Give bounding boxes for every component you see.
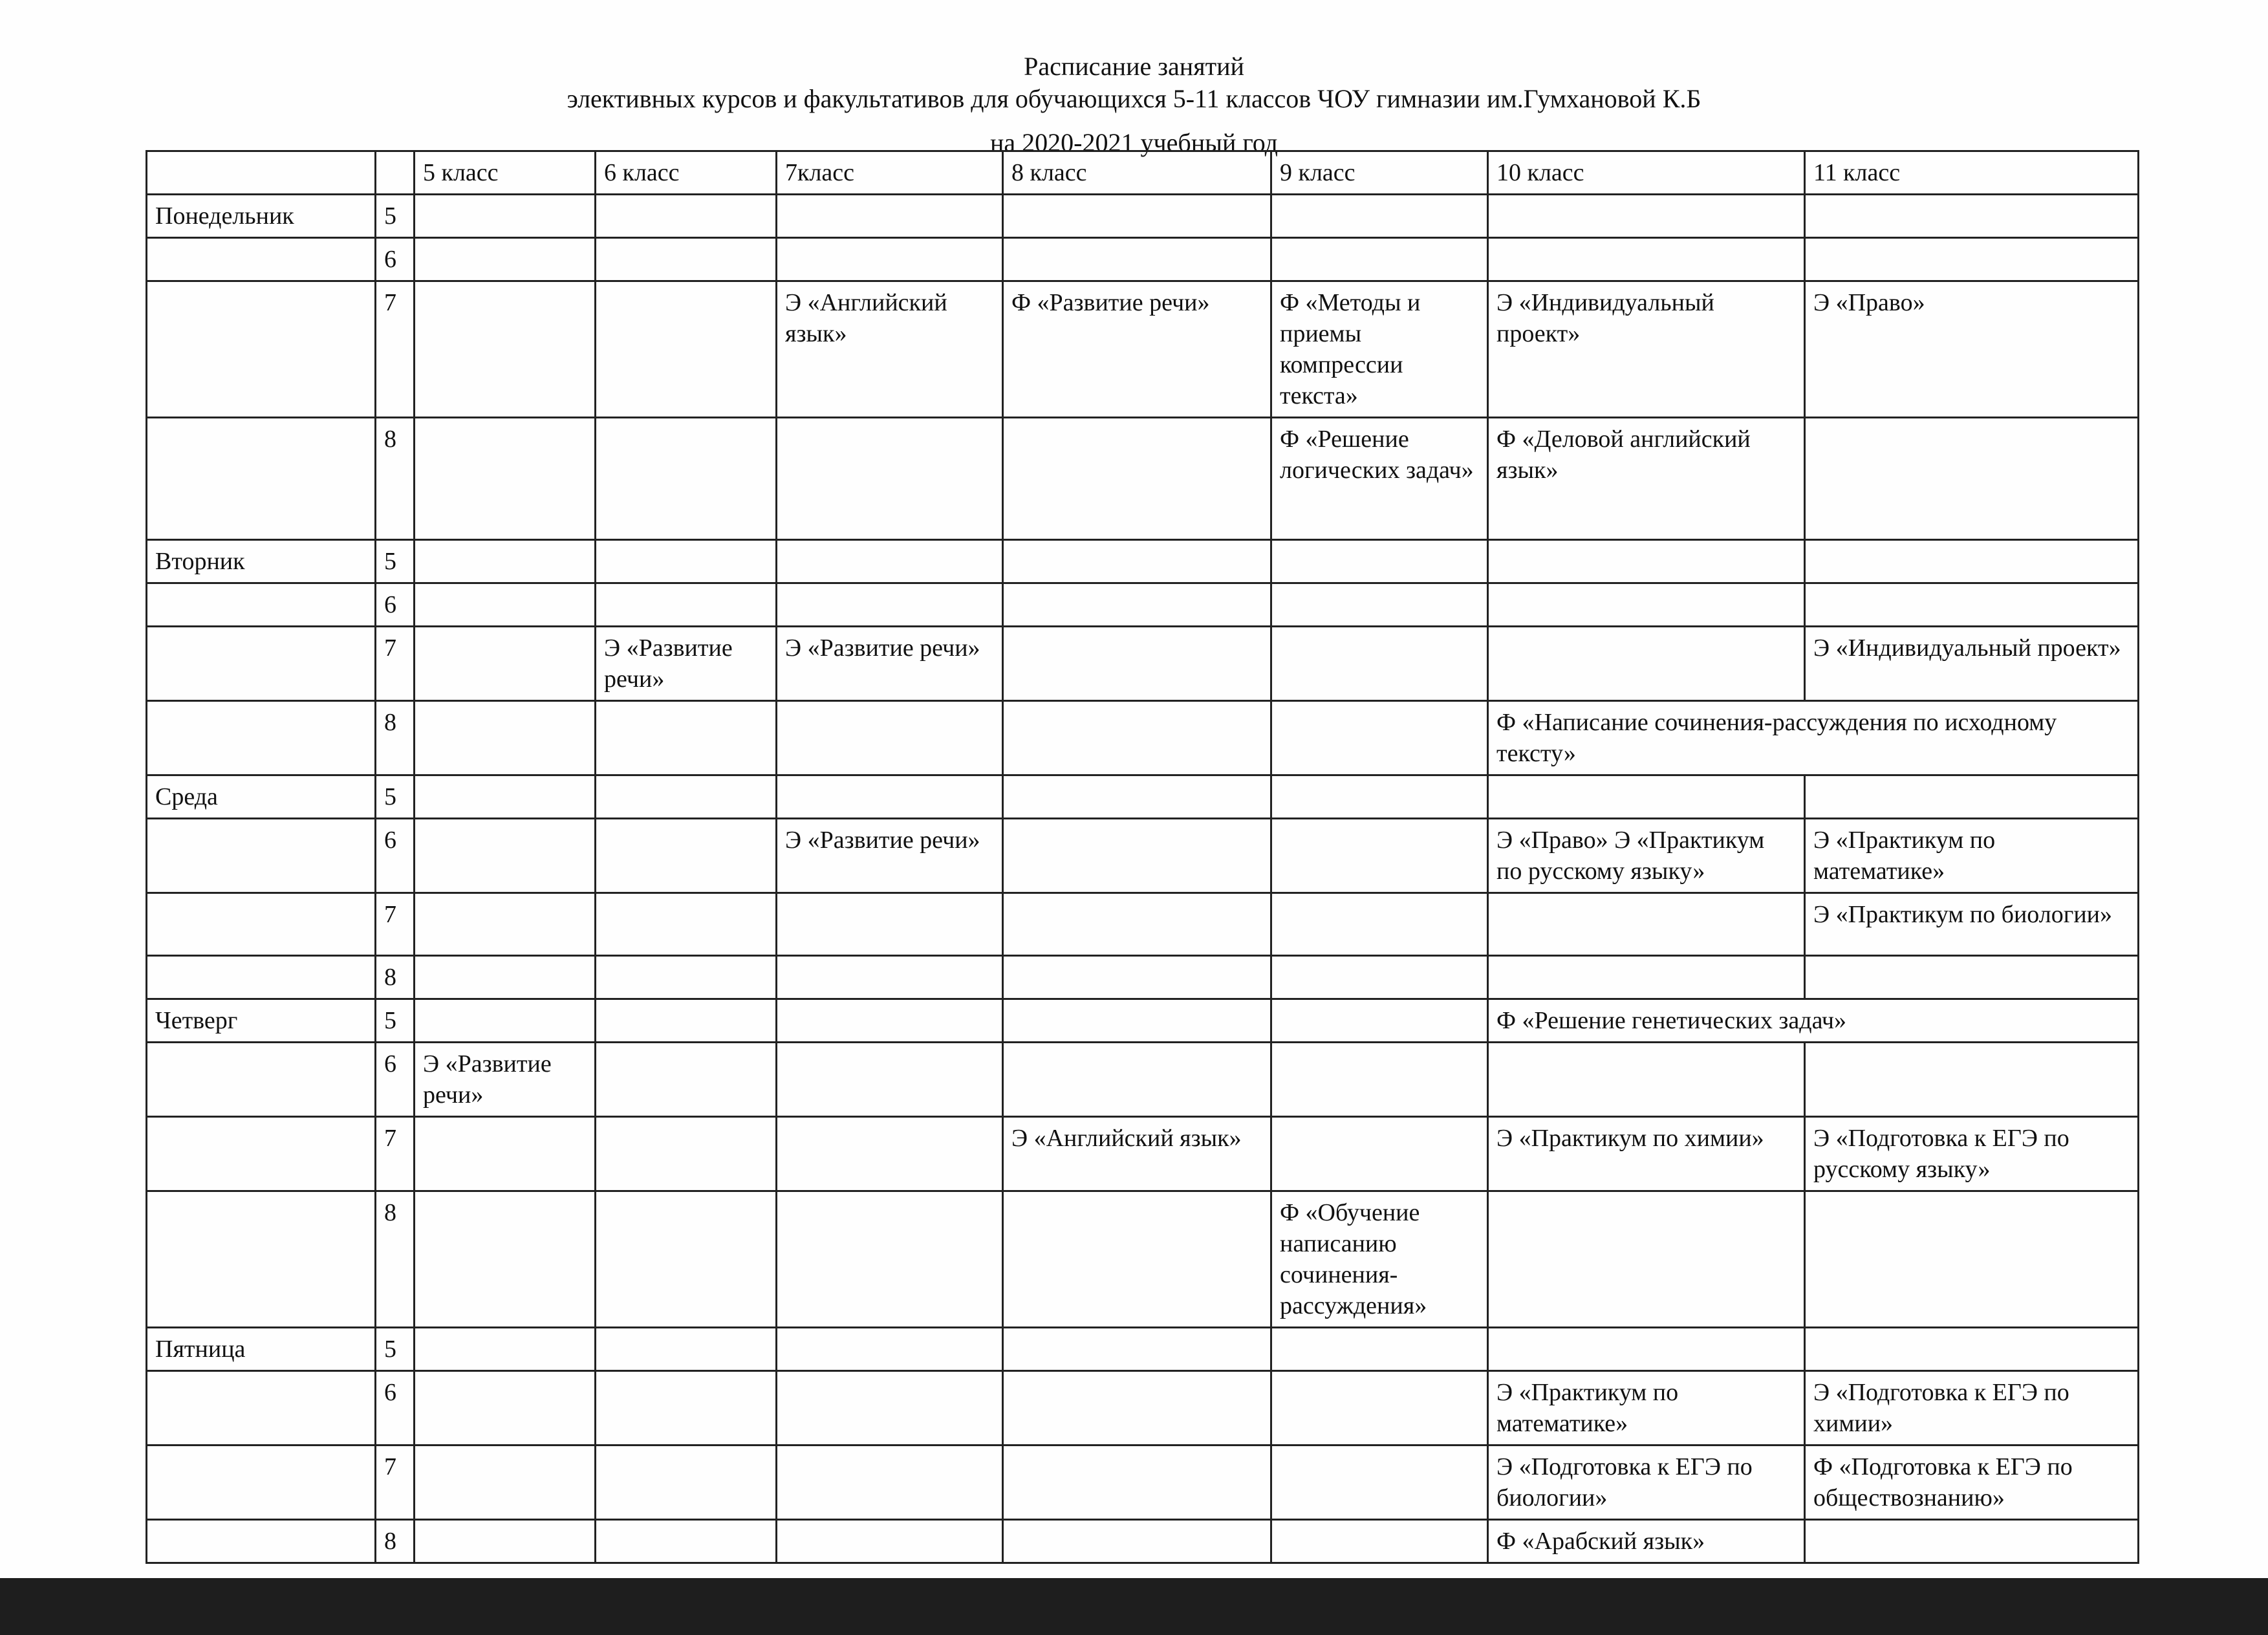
course-cell [1488,1043,1805,1117]
course-cell: Э «Практикум по биологии» [1805,893,2139,956]
lesson-number: 5 [376,540,415,583]
course-cell [415,1117,596,1191]
course-cell [1003,819,1271,893]
lesson-number: 6 [376,1043,415,1117]
course-cell: Э «Подготовка к ЕГЭ по химии» [1805,1371,2139,1446]
lesson-number: 8 [376,418,415,540]
day-cell [147,1520,376,1563]
course-cell: Ф «Развитие речи» [1003,281,1271,418]
course-cell: Ф «Подготовка к ЕГЭ по обществознанию» [1805,1446,2139,1520]
lesson-number: 7 [376,893,415,956]
course-cell [1271,701,1488,775]
course-cell [777,893,1003,956]
course-cell [596,819,777,893]
course-cell [777,999,1003,1043]
course-cell: Э «Английский язык» [777,281,1003,418]
day-cell [147,1043,376,1117]
course-cell [777,775,1003,819]
course-cell [415,775,596,819]
course-cell [1003,418,1271,540]
course-cell [415,956,596,999]
course-cell [1488,540,1805,583]
lesson-number: 6 [376,238,415,281]
course-cell: Э «Практикум по математике» [1805,819,2139,893]
course-cell: Э «Подготовка к ЕГЭ по русскому языку» [1805,1117,2139,1191]
course-cell [1003,775,1271,819]
course-cell [1003,195,1271,238]
course-cell [1805,775,2139,819]
course-cell: Э «Развитие речи» [777,627,1003,701]
course-cell [596,238,777,281]
course-cell [1805,540,2139,583]
lesson-number: 7 [376,1117,415,1191]
course-cell [596,1117,777,1191]
lesson-number: 7 [376,281,415,418]
course-cell [1003,583,1271,627]
course-cell: Ф «Обучение написанию сочинения-рассуждения» [1271,1191,1488,1328]
header-row [147,151,2139,195]
course-cell [415,819,596,893]
course-cell: Э «Подготовка к ЕГЭ по биологии» [1488,1446,1805,1520]
day-cell [147,1117,376,1191]
course-cell [596,1328,777,1371]
lesson-number: 8 [376,956,415,999]
course-cell [596,1191,777,1328]
schedule-row [147,1191,2139,1328]
lesson-number: 8 [376,1520,415,1563]
day-name: Среда [147,775,376,819]
course-cell [1271,956,1488,999]
course-cell [1271,1520,1488,1563]
day-cell [147,893,376,956]
course-cell [1003,238,1271,281]
course-cell [1805,418,2139,540]
day-cell [147,281,376,418]
header-blank-cell [376,151,415,195]
course-cell [1003,540,1271,583]
schedule-row [147,1117,2139,1191]
lesson-number: 6 [376,1371,415,1446]
course-cell [1805,238,2139,281]
course-cell [596,893,777,956]
column-header: 9 класс [1271,151,1488,195]
column-header: 6 класс [596,151,777,195]
day-name: Четверг [147,999,376,1043]
schedule-row [147,999,2139,1043]
course-cell: Э «Развитие речи» [415,1043,596,1117]
course-cell [1271,999,1488,1043]
course-cell [1271,540,1488,583]
schedule-row [147,195,2139,238]
lesson-number: 7 [376,1446,415,1520]
day-cell [147,583,376,627]
course-cell [1003,893,1271,956]
schedule-row [147,701,2139,775]
course-cell [777,1446,1003,1520]
course-cell [1003,701,1271,775]
course-cell [1271,819,1488,893]
schedule-row [147,627,2139,701]
course-cell [596,1371,777,1446]
course-cell [777,956,1003,999]
course-cell [415,1328,596,1371]
lesson-number: 5 [376,999,415,1043]
course-cell [596,281,777,418]
schedule-row [147,583,2139,627]
schedule-row [147,418,2139,540]
course-cell [415,1371,596,1446]
course-cell [596,775,777,819]
course-cell [596,1043,777,1117]
course-cell [415,195,596,238]
course-cell [415,701,596,775]
lesson-number: 5 [376,1328,415,1371]
column-header: 11 класс [1805,151,2139,195]
lesson-number: 6 [376,819,415,893]
course-cell [777,1328,1003,1371]
course-cell [777,540,1003,583]
schedule-row [147,281,2139,418]
course-cell [1488,583,1805,627]
course-cell [1003,1371,1271,1446]
course-cell [1003,627,1271,701]
course-cell [1003,1043,1271,1117]
day-name: Пятница [147,1328,376,1371]
course-cell: Ф «Методы и приемы компрессии текста» [1271,281,1488,418]
schedule-row [147,819,2139,893]
course-cell: Э «Индивидуальный проект» [1805,627,2139,701]
course-cell [596,1446,777,1520]
schedule-row [147,1520,2139,1563]
schedule-row [147,775,2139,819]
scanner-edge [0,1578,2268,1635]
course-cell [1271,627,1488,701]
column-header: 7класс [777,151,1003,195]
course-cell [777,1191,1003,1328]
header-blank-cell [147,151,376,195]
course-cell [596,583,777,627]
schedule-row [147,540,2139,583]
day-cell [147,819,376,893]
day-cell [147,701,376,775]
course-cell [777,418,1003,540]
course-cell: Ф «Написание сочинения-рассуждения по исходному тексту» [1488,701,2139,775]
day-cell [147,1191,376,1328]
course-cell [415,627,596,701]
lesson-number: 8 [376,1191,415,1328]
course-cell [415,893,596,956]
column-header: 10 класс [1488,151,1805,195]
course-cell [1271,583,1488,627]
course-cell [1003,1191,1271,1328]
course-cell [596,999,777,1043]
lesson-number: 6 [376,583,415,627]
course-cell: Э «Индивидуальный проект» [1488,281,1805,418]
course-cell: Ф «Арабский язык» [1488,1520,1805,1563]
course-cell [596,956,777,999]
course-cell [777,195,1003,238]
schedule-row [147,238,2139,281]
schedule-row [147,1371,2139,1446]
academic-year: на 2020-2021 учебный год [990,128,1278,157]
course-cell [596,195,777,238]
course-cell [777,1520,1003,1563]
document-title: Расписание занятий [1024,52,1244,81]
course-cell: Ф «Деловой английский язык» [1488,418,1805,540]
schedule-row [147,1328,2139,1371]
course-cell: Э «Практикум по математике» [1488,1371,1805,1446]
course-cell [415,1446,596,1520]
course-cell [1488,1191,1805,1328]
lesson-number: 7 [376,627,415,701]
course-cell [1003,1520,1271,1563]
course-cell [1488,1328,1805,1371]
course-cell [1805,1191,2139,1328]
course-cell [1271,775,1488,819]
course-cell [1488,238,1805,281]
lesson-number: 8 [376,701,415,775]
course-cell: Э «Право» Э «Практикум по русскому языку» [1488,819,1805,893]
course-cell [1003,1446,1271,1520]
course-cell [1271,238,1488,281]
schedule-row [147,1446,2139,1520]
course-cell [1488,956,1805,999]
course-cell [777,238,1003,281]
course-cell [777,701,1003,775]
course-cell [415,238,596,281]
course-cell [1003,956,1271,999]
course-cell [1271,1446,1488,1520]
course-cell: Э «Право» [1805,281,2139,418]
course-cell [1488,627,1805,701]
course-cell [1003,999,1271,1043]
day-name: Вторник [147,540,376,583]
course-cell: Э «Практикум по химии» [1488,1117,1805,1191]
schedule-row [147,956,2139,999]
course-cell [1271,1328,1488,1371]
course-cell [415,1520,596,1563]
course-cell [1271,1371,1488,1446]
course-cell [1805,583,2139,627]
course-cell [415,418,596,540]
course-cell [1805,1520,2139,1563]
column-header: 8 класс [1003,151,1271,195]
document-subtitle: элективных курсов и факультативов для обучающихся 5-11 классов ЧОУ гимназии им.Гумхановой К.Б [567,84,1701,113]
course-cell: Э «Английский язык» [1003,1117,1271,1191]
course-cell [777,583,1003,627]
day-cell [147,627,376,701]
course-cell [1271,1043,1488,1117]
course-cell [1488,893,1805,956]
course-cell [777,1043,1003,1117]
day-cell [147,418,376,540]
schedule-row [147,893,2139,956]
course-cell [1488,775,1805,819]
course-cell [777,1117,1003,1191]
course-cell [415,999,596,1043]
course-cell [1805,1043,2139,1117]
course-cell [596,418,777,540]
lesson-number: 5 [376,195,415,238]
course-cell [777,1371,1003,1446]
course-cell [415,540,596,583]
lesson-number: 5 [376,775,415,819]
course-cell [1805,956,2139,999]
schedule-table [146,150,2139,1564]
course-cell: Ф «Решение генетических задач» [1488,999,2139,1043]
day-cell [147,238,376,281]
day-name: Понедельник [147,195,376,238]
course-cell [1271,1117,1488,1191]
course-cell [1271,195,1488,238]
course-cell [415,1191,596,1328]
course-cell [596,540,777,583]
course-cell [1488,195,1805,238]
column-header: 5 класс [415,151,596,195]
day-cell [147,956,376,999]
course-cell [415,281,596,418]
course-cell: Э «Развитие речи» [777,819,1003,893]
course-cell [1805,1328,2139,1371]
course-cell: Ф «Решение логических задач» [1271,418,1488,540]
course-cell [596,701,777,775]
course-cell [596,1520,777,1563]
day-cell [147,1446,376,1520]
course-cell: Э «Развитие речи» [596,627,777,701]
day-cell [147,1371,376,1446]
schedule-row [147,1043,2139,1117]
course-cell [415,583,596,627]
course-cell [1805,195,2139,238]
course-cell [1003,1328,1271,1371]
course-cell [1271,893,1488,956]
